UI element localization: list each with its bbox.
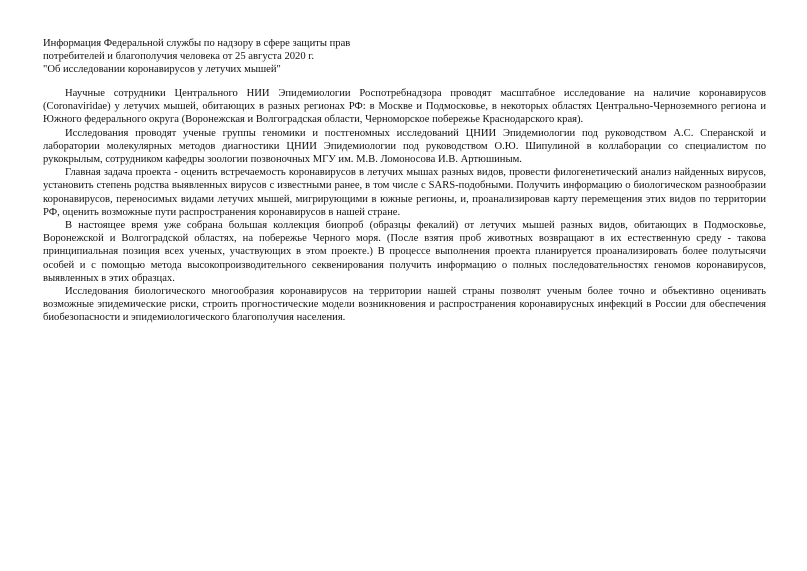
header-line-3: "Об исследовании коронавирусов у летучих мышей": [43, 64, 281, 76]
header-line-1: Информация Федеральной службы по надзору в сфере защиты прав: [43, 38, 351, 49]
paragraph-2: Исследования проводят ученые группы геномики и постгеномных исследований ЦНИИ Эпидемиологии под руководством А.С. Сперанской и лаборатории молекулярных методов диагностики ЦНИИ Эпидемиологии под руководством О.Ю. Шипулиной в коллаборации со специалистом по рукокрылым, сотрудником кафедры зоологии позвоночных МГУ им. М.В. Ломоносова И.В. Артюшиным.: [43, 127, 766, 166]
paragraph-5: Исследования биологического многообразия коронавирусов на территории нашей страны позволят ученым более точно и объективно оценивать возможные эпидемические риски, строить прогностические модели возникновения и распространения коронавирусных инфекций в России для обеспечения биобезопасности и эпидемиологического благополучия населения.: [43, 286, 766, 324]
paragraph-3: Главная задача проекта - оценить встречаемость коронавирусов в летучих мышах разных видов, провести филогенетический анализ найденных вирусов, установить степень родства выявленных вирусов с известными ранее, в том числе с SARS-подобными. Получить информацию о биологическом разнообразии коронавирусов, переносимых видами летучих мышей, мигрирующими в южные регионы, и, проанализировав карту перемещения этих видов по территории РФ, оценить возможные пути распространения коронавирусов в нашей стране.: [43, 167, 766, 218]
document-body: [43, 87, 766, 325]
paragraph-4: В настоящее время уже собрана большая коллекция биопроб (образцы фекалий) от летучих мышей разных видов, обитающих в Подмосковье, Воронежской и Волгоградской областях, на побережье Черного моря. (После взятия проб животных возвращают в их естественную среду - такова принципиальная позиция всех ученых, участвующих в этом проекте.) В процессе выполнения проекта планируется проанализировать более полутысячи особей и с помощью метода высокопроизводительного секвенирования получить информацию о полных последовательностях геномов коронавирусов, выявленных в этих образцах.: [43, 220, 766, 284]
document-header: [43, 37, 543, 77]
paragraph-1: Научные сотрудники Центрального НИИ Эпидемиологии Роспотребнадзора проводят масштабное исследование на наличие коронавирусов (Coronaviridae) у летучих мышей, обитающих в разных регионах РФ: в Москве и Подмосковье, в некоторых областях Центрально-Черноземного региона и Южного федерального округа (Воронежская и Волгоградская области, Черноморское побережье Краснодарского края).: [43, 88, 766, 126]
header-line-2: потребителей и благополучия человека от 25 августа 2020 г.: [43, 51, 315, 63]
